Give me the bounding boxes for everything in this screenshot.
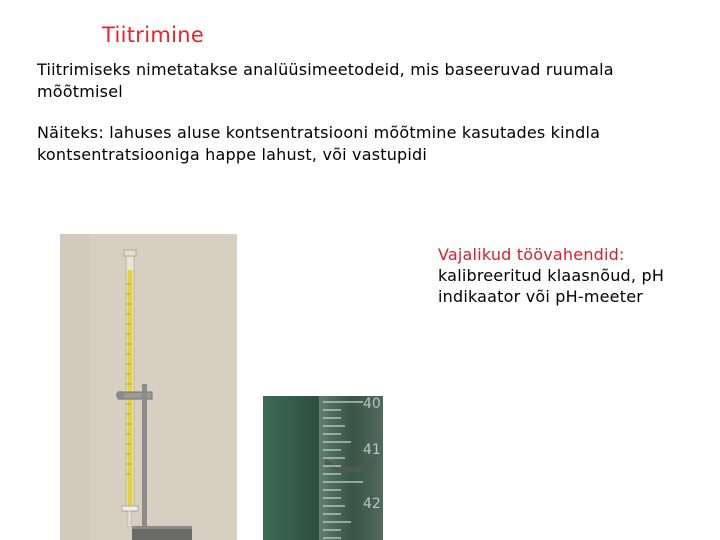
- slide-title: Tiitrimine: [102, 23, 205, 47]
- scale-label-41: 41: [363, 442, 381, 458]
- burette-illustration: [60, 234, 237, 540]
- tools-block: [438, 244, 688, 307]
- cylinder-scale-illustration: [263, 396, 383, 540]
- burette-photo: [60, 234, 237, 540]
- definition-text: Tiitrimiseks nimetatakse analüüsimeetodeid, mis baseeruvad ruumala mõõtmisel: [37, 60, 614, 101]
- example-text: Näiteks: lahuses aluse kontsentratsiooni mõõtmine kasutades kindla kontsentratsiooniga happe lahust, või vastupidi: [37, 123, 601, 164]
- tools-heading: Vajalikud töövahendid:: [438, 245, 625, 264]
- cylinder-scale-photo: [263, 396, 383, 540]
- scale-label-40: 40: [363, 396, 381, 412]
- scale-label-42: 42: [363, 496, 381, 512]
- tools-list: kalibreeritud klaasnõud, pH indikaator või pH-meeter: [438, 266, 665, 306]
